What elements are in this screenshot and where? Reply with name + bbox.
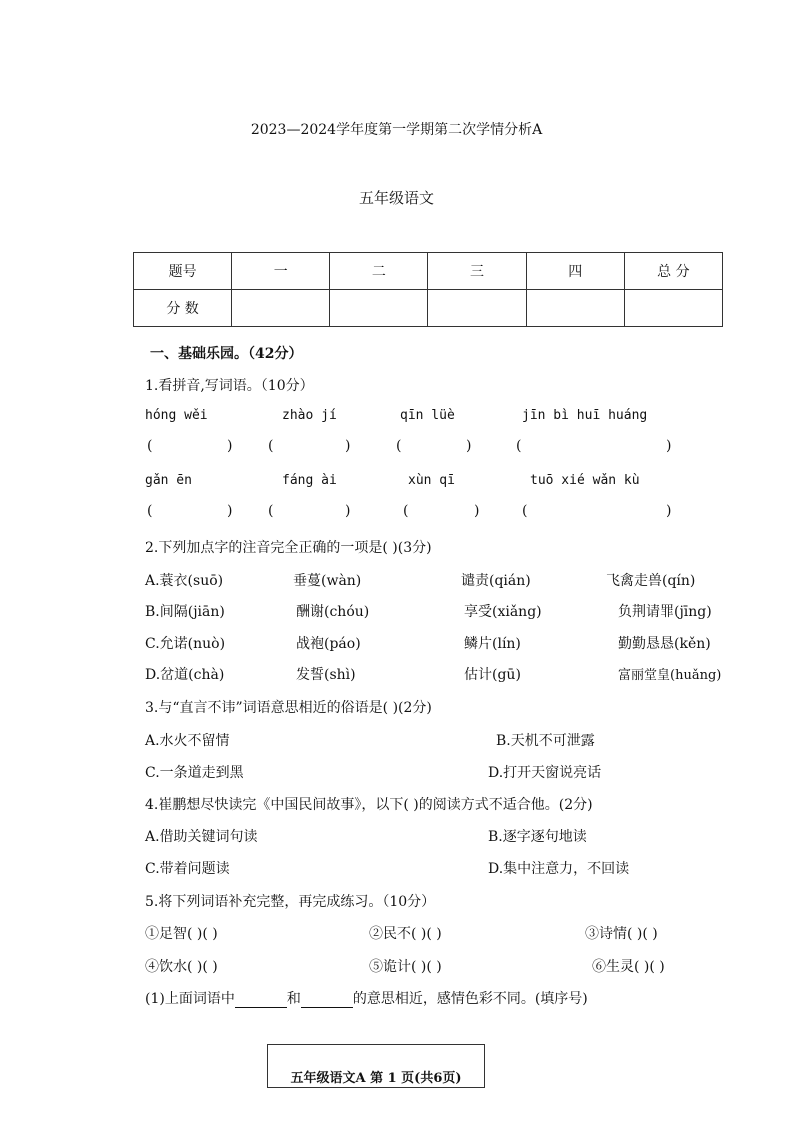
score-entry-cell[interactable] [624,290,722,327]
answer-paren-open: ( [268,503,274,519]
option-item: 飞禽走兽(qín) [606,573,696,589]
option-item: A.借助关键词句读 [145,829,258,845]
fill-in-item: ①足智( )( ) [145,926,218,942]
answer-paren-open: ( [396,438,402,454]
answer-paren-open: ( [147,438,153,454]
option-item: D.打开天窗说亮话 [488,765,602,781]
option-item: 谴责(qián) [461,573,531,589]
answer-paren-close: ) [474,503,480,519]
option-item: 鳞片(lín) [464,636,521,652]
option-item: 发誓(shì) [296,667,356,683]
fill-in-item: ⑤诡计( )( ) [369,959,442,975]
pinyin-text: hóng wěi [145,408,208,423]
answer-paren-close: ) [666,503,672,519]
sub-question-text: 的意思相近，感情色彩不同。(填序号) [352,991,588,1007]
table-cell: 题号 [134,253,232,290]
pinyin-text: jīn bì huī huáng [522,408,648,423]
table-cell: 三 [428,253,526,290]
table-cell: 一 [232,253,330,290]
answer-paren-open: ( [147,503,153,519]
question-5-prompt: 5.将下列词语补充完整，再完成练习。（10分） [145,894,436,910]
score-entry-cell[interactable] [428,290,526,327]
question-5-sub1 [145,988,588,1008]
score-entry-cell[interactable] [330,290,428,327]
option-item: 负荆请罪(jīng) [618,604,712,620]
option-item: 酬谢(chóu) [296,604,370,620]
sub-question-text: 和 [286,991,301,1007]
score-table-header-row [134,253,723,290]
fill-in-item: ④饮水( )( ) [145,959,218,975]
page-footer-box [267,1044,485,1088]
fill-in-item: ③诗情( )( ) [585,926,658,942]
question-4-prompt: 4.崔鹏想尽快读完《中国民间故事》，以下( )的阅读方式不适合他。(2分) [145,797,593,813]
answer-paren-close: ) [466,438,472,454]
answer-paren-close: ) [345,438,351,454]
answer-paren-open: ( [522,503,528,519]
answer-paren-close: ) [666,438,672,454]
exam-title: 2023—2024学年度第一学期第二次学情分析A [250,122,543,138]
answer-paren-open: ( [268,438,274,454]
option-item: C.允诺(nuò) [145,636,226,652]
option-item: A.蓑衣(suō) [145,573,224,589]
exam-subtitle: 五年级语文 [358,189,434,207]
answer-paren-open: ( [516,438,522,454]
option-item: B.逐字逐句地读 [488,829,587,845]
option-item: C.一条道走到黑 [145,765,244,781]
table-cell: 分 数 [134,290,232,327]
pinyin-text: qīn lüè [400,408,455,423]
option-item: D.岔道(chà) [145,667,225,683]
sub-question-text: (1)上面词语中 [145,991,235,1007]
question-3-prompt: 3.与“直言不讳”词语意思相近的俗语是( )(2分) [145,700,432,716]
option-item: 富丽堂皇(huǎng) [618,668,722,683]
answer-blank[interactable] [301,993,353,1008]
section-heading: 一、基础乐园。（42分） [150,346,303,362]
table-cell: 四 [526,253,624,290]
answer-paren-close: ) [227,438,233,454]
option-item: 战袍(páo) [296,636,361,652]
pinyin-text: zhào jí [282,408,337,423]
page-footer-text: 五年级语文A 第 1 页(共6页) [290,1071,462,1086]
answer-paren-close: ) [227,503,233,519]
pinyin-text: tuō xié wǎn kù [530,473,640,488]
pinyin-text: fáng ài [282,473,337,488]
option-item: 垂蔓(wàn) [293,573,362,589]
answer-blank[interactable] [235,993,287,1008]
option-item: 享受(xiǎng) [464,604,542,620]
score-table-score-row [134,290,723,327]
score-entry-cell[interactable] [232,290,330,327]
option-item: D.集中注意力，不回读 [488,861,630,877]
question-2-prompt: 2.下列加点字的注音完全正确的一项是( )(3分) [145,540,432,556]
score-entry-cell[interactable] [526,290,624,327]
question-1-prompt: 1.看拼音,写词语。（10分） [145,378,314,394]
table-cell: 二 [330,253,428,290]
pinyin-text: gǎn ēn [145,473,192,488]
fill-in-item: ⑥生灵( )( ) [592,959,665,975]
option-item: 勤勤恳恳(kěn) [618,636,711,652]
option-item: A.水火不留情 [145,733,230,749]
pinyin-text: xùn qī [408,473,455,488]
option-item: 估计(gū) [464,667,521,683]
fill-in-item: ②民不( )( ) [369,926,442,942]
score-table [133,252,723,327]
option-item: B.天机不可泄露 [496,733,595,749]
option-item: C.带着问题读 [145,861,230,877]
answer-paren-open: ( [403,503,409,519]
option-item: B.间隔(jiān) [145,604,225,620]
answer-paren-close: ) [345,503,351,519]
table-cell: 总 分 [624,253,722,290]
